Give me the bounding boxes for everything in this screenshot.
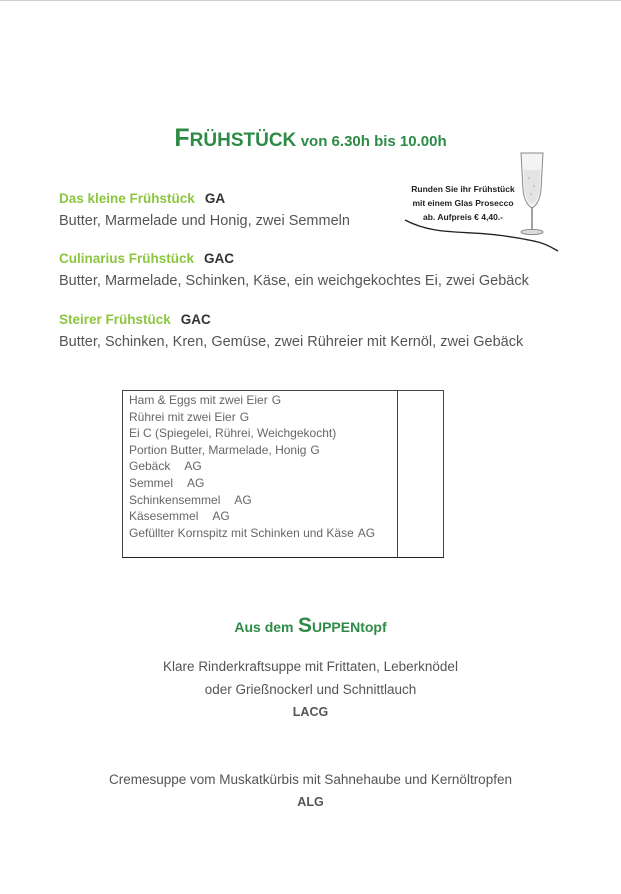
- allergen-code: AG: [212, 509, 230, 524]
- extra-name: Rührei mit zwei Eier: [129, 409, 236, 424]
- allergen-code: GAC: [180, 312, 211, 327]
- promo-swoosh: [405, 220, 558, 251]
- allergen-code: LACG: [292, 705, 329, 719]
- soup-heading-caps: UPPEN: [311, 619, 361, 635]
- breakfast-item: [59, 311, 523, 350]
- breakfast-description: Butter, Marmelade, Schinken, Käse, ein weichgekochtes Ei, zwei Gebäck: [59, 273, 529, 289]
- soup-heading-suffix: topf: [360, 619, 387, 635]
- top-rule: [0, 0, 621, 1]
- allergen-code: G: [310, 442, 320, 457]
- promo-line: mit einem Glas Prosecco: [412, 198, 514, 208]
- extras-row: [129, 409, 375, 426]
- soup-item: [0, 655, 621, 723]
- allergen-code: GA: [204, 191, 226, 206]
- extra-name: Schinkensemmel: [129, 492, 221, 507]
- title-first-letter: F: [174, 124, 190, 152]
- soup-line: Cremesuppe vom Muskatkürbis mit Sahnehaube und Kernöltropfen: [109, 772, 512, 787]
- allergen-code: ALG: [297, 795, 324, 809]
- breakfast-name: Culinarius Frühstück: [59, 251, 195, 266]
- breakfast-item: [59, 190, 350, 229]
- extra-name: Gebäck: [129, 459, 171, 474]
- breakfast-description: Butter, Marmelade und Honig, zwei Semmeln: [59, 213, 350, 229]
- soup-heading-prefix: Aus dem: [234, 619, 294, 635]
- extras-list: [129, 392, 375, 541]
- soup-line: Klare Rinderkraftsuppe mit Frittaten, Leberknödel: [163, 659, 458, 674]
- breakfast-name: Das kleine Frühstück: [59, 191, 195, 206]
- extras-table: [122, 390, 444, 558]
- promo-line: Runden Sie ihr Frühstück: [411, 184, 515, 194]
- extras-column-divider: [397, 391, 398, 557]
- extra-name: Portion Butter, Marmelade, Honig: [129, 442, 307, 457]
- soup-line: oder Grießnockerl und Schnittlauch: [204, 682, 417, 697]
- allergen-code: GAC: [204, 251, 235, 266]
- extra-name: Gefüllter Kornspitz mit Schinken und Käse: [129, 525, 354, 540]
- breakfast-description: Butter, Schinken, Kren, Gemüse, zwei Rühreier mit Kernöl, zwei Gebäck: [59, 334, 524, 350]
- extras-row: [129, 475, 375, 492]
- allergen-code: G: [271, 393, 282, 407]
- allergen-code: AG: [234, 492, 252, 507]
- title-time: von 6.30h bis 10.00h: [300, 133, 447, 150]
- soup-heading-big-letter: S: [297, 614, 312, 637]
- extra-name: Ei C (Spiegelei, Rührei, Weichgekocht): [129, 426, 337, 441]
- extras-row: [129, 508, 375, 525]
- extras-row: [129, 442, 375, 459]
- allergen-code: G: [239, 409, 250, 424]
- allergen-code: AG: [357, 525, 376, 540]
- promo-text: [403, 182, 523, 224]
- extra-name: Ham & Eggs mit zwei Eier: [129, 393, 268, 407]
- extra-name: Semmel: [129, 475, 174, 490]
- extras-row: [129, 425, 375, 442]
- allergen-code: AG: [184, 459, 202, 474]
- extras-row: [129, 458, 375, 475]
- prosecco-promo: [395, 148, 565, 258]
- title-rest: RÜHSTÜCK: [189, 130, 297, 151]
- soup-item: [0, 768, 621, 813]
- allergen-code: AG: [187, 475, 205, 490]
- extras-row: [129, 492, 375, 509]
- soup-section-heading: [0, 614, 621, 638]
- extras-row: [129, 525, 375, 542]
- promo-line: ab. Aufpreis € 4,40.-: [423, 212, 503, 222]
- extra-name: Käsesemmel: [129, 509, 199, 524]
- extras-row: [129, 392, 375, 409]
- breakfast-name: Steirer Frühstück: [59, 312, 171, 327]
- champagne-glass-icon: [521, 153, 543, 235]
